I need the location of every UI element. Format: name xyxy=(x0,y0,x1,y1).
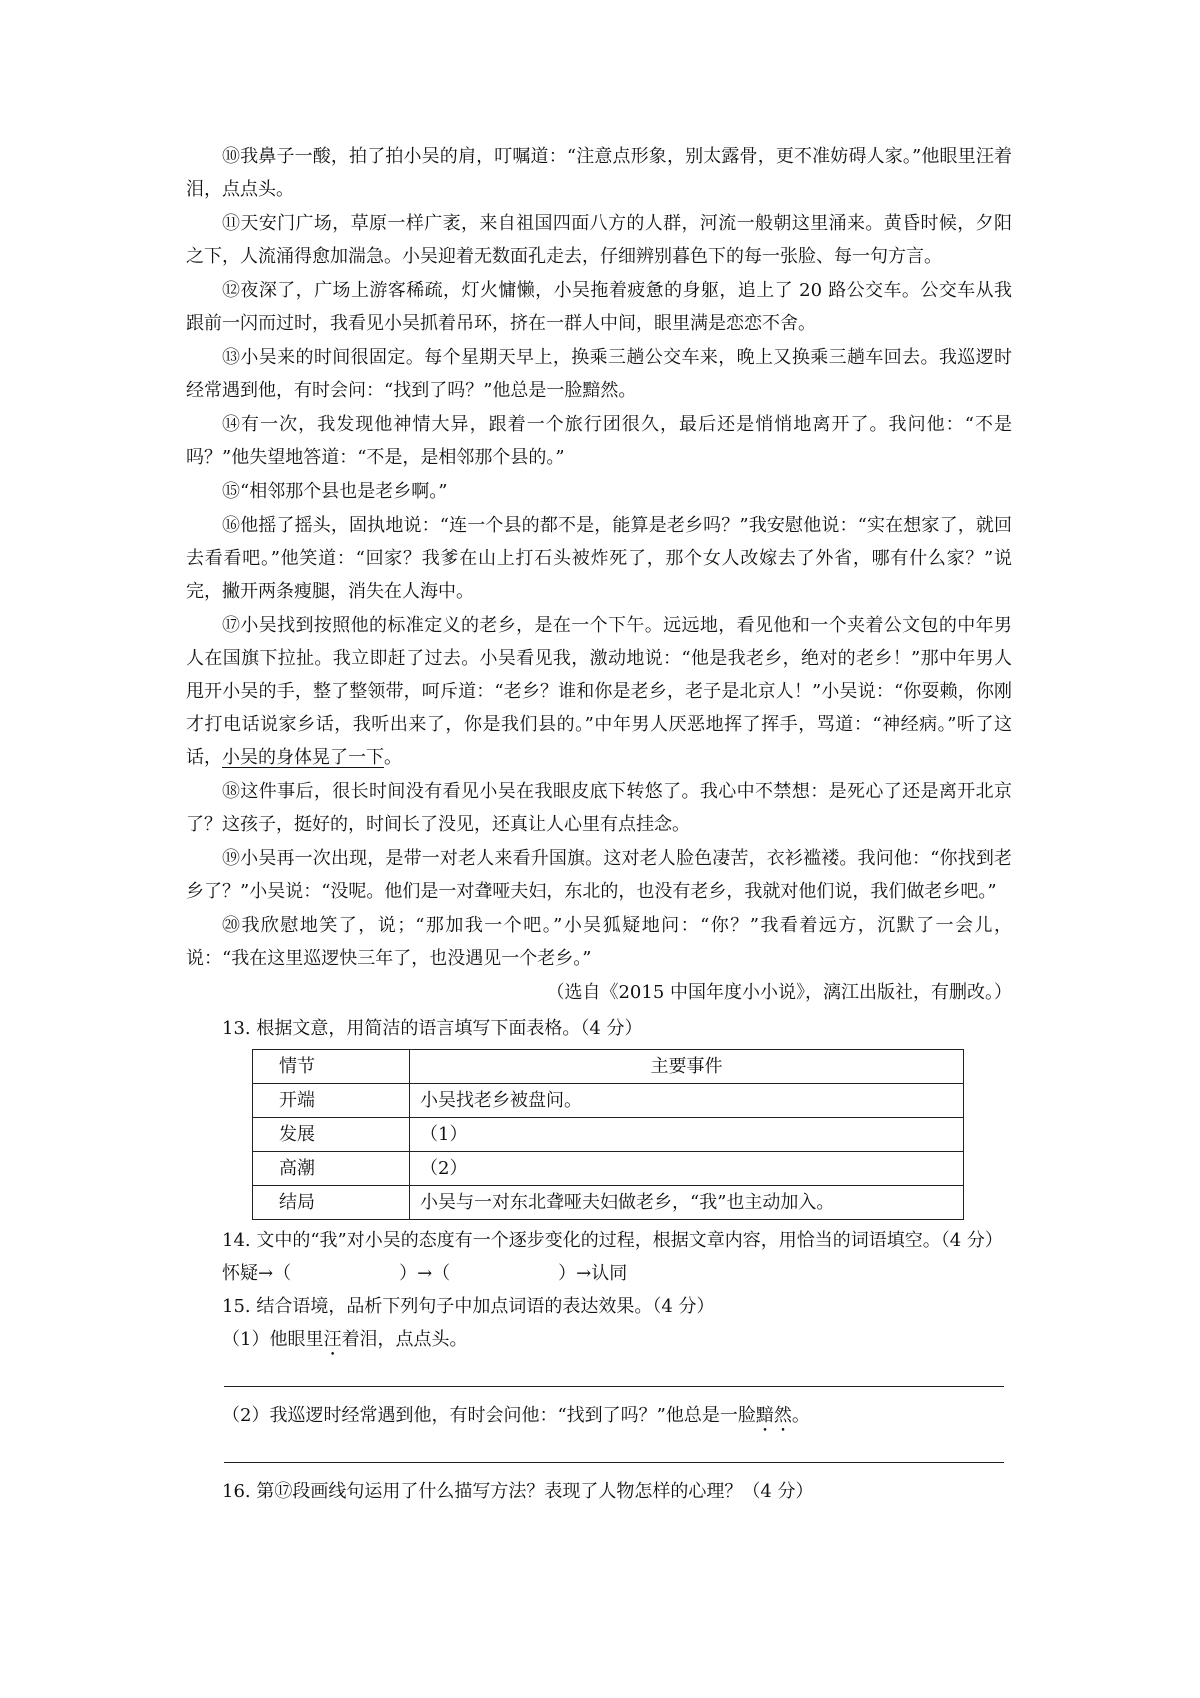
table-row xyxy=(253,1186,964,1220)
question-15-item-2: （2）我巡逻时经常遇到他，有时会问他：“找到了吗？”他总是一脸黯然。 xyxy=(222,1405,810,1426)
table-row xyxy=(253,1084,964,1118)
table-header-cell: 主要事件 xyxy=(410,1050,964,1084)
question-15-prompt: 15. 结合语境，品析下列句子中加点词语的表达效果。（4 分） xyxy=(222,1296,715,1317)
dotted-word: 黯然 xyxy=(755,1405,792,1426)
paragraph-16: ⑯他摇了摇头，固执地说：“连一个县的都不是，能算是老乡吗？”我安慰他说：“实在想家了，就回去看看吧。”他笑道：“回家？我爹在山上打石头被炸死了，那个女人改嫁去了外省，哪有什么家？”说完，撇开两条瘦腿，消失在人海中。 xyxy=(186,515,1013,602)
question-13-prompt: 13. 根据文意，用简洁的语言填写下面表格。（4 分） xyxy=(222,1018,643,1039)
table-cell: 小吴找老乡被盘问。 xyxy=(410,1084,964,1118)
table-cell: 发展 xyxy=(253,1118,410,1152)
answer-line xyxy=(224,1462,1004,1463)
question-14-prompt: 14. 文中的“我”对小吴的态度有一个逐步变化的过程，根据文章内容，用恰当的词语填空。（4 分） xyxy=(222,1230,1003,1251)
table-cell: （1） xyxy=(410,1118,964,1152)
paragraph-18: ⑱这件事后，很长时间没有看见小吴在我眼皮底下转悠了。我心中不禁想：是死心了还是离开北京了？这孩子，挺好的，时间长了没见，还真让人心里有点挂念。 xyxy=(186,781,1013,835)
table-row xyxy=(253,1118,964,1152)
table-header-row xyxy=(253,1050,964,1084)
question-15-item-1: （1）他眼里汪着泪，点点头。 xyxy=(222,1329,468,1350)
paragraph-12: ⑫夜深了，广场上游客稀疏，灯火慵懒，小吴拖着疲惫的身躯，追上了 20 路公交车。公交车从我跟前一闪而过时，我看见小吴抓着吊环，挤在一群人中间，眼里满是恋恋不舍。 xyxy=(186,280,1013,334)
paragraph-14: ⑭有一次，我发现他神情大异，跟着一个旅行团很久，最后还是悄悄地离开了。我问他：“不是吗？”他失望地答道：“不是，是相邻那个县的。” xyxy=(186,414,1012,468)
source-citation: （选自《2015 中国年度小小说》，漓江出版社，有删改。） xyxy=(546,982,1012,1003)
table-cell: （2） xyxy=(410,1152,964,1186)
answer-line xyxy=(224,1386,1004,1387)
plot-table xyxy=(252,1049,964,1220)
dotted-word: 汪 xyxy=(323,1329,342,1350)
paragraph-11: ⑪天安门广场，草原一样广袤，来自祖国四面八方的人群，河流一般朝这里涌来。黄昏时候，夕阳之下，人流涌得愈加湍急。小吴迎着无数面孔走去，仔细辨别暮色下的每一张脸、每一句方言。 xyxy=(186,213,1013,267)
table-cell: 高潮 xyxy=(253,1152,410,1186)
table-row xyxy=(253,1152,964,1186)
table-cell: 结局 xyxy=(253,1186,410,1220)
paragraph-15: ⑮“相邻那个县也是老乡啊。” xyxy=(222,481,448,502)
table-header-cell: 情节 xyxy=(253,1050,410,1084)
underlined-sentence: 小吴的身体晃了一下 xyxy=(222,747,384,768)
paragraph-13: ⑬小吴来的时间很固定。每个星期天早上，换乘三趟公交车来，晚上又换乘三趟车回去。我巡逻时经常遇到他，有时会问：“找到了吗？”他总是一脸黯然。 xyxy=(186,347,1013,401)
table-cell: 小吴与一对东北聋哑夫妇做老乡，“我”也主动加入。 xyxy=(410,1186,964,1220)
paragraph-10: ⑩我鼻子一酸，拍了拍小吴的肩，叮嘱道：“注意点形象，别太露骨，更不准妨碍人家。”他眼里汪着泪，点点头。 xyxy=(186,146,1012,200)
question-14-blanks: 怀疑→（ ）→（ ）→认同 xyxy=(222,1263,628,1284)
table-cell: 开端 xyxy=(253,1084,410,1118)
exam-content xyxy=(186,140,1012,1508)
paragraph-20: ⑳我欣慰地笑了，说；“那加我一个吧。”小吴狐疑地问：“你？”我看着远方，沉默了一会儿，说：“我在这里巡逻快三年了，也没遇见一个老乡。” xyxy=(186,915,1012,969)
question-16-prompt: 16. 第⑰段画线句运用了什么描写方法？表现了人物怎样的心理？（4 分） xyxy=(222,1481,814,1502)
paragraph-19: ⑲小吴再一次出现，是带一对老人来看升国旗。这对老人脸色凄苦，衣衫褴褛。我问他：“你找到老乡了？”小吴说：“没呢。他们是一对聋哑夫妇，东北的，也没有老乡，我就对他们说，我们做老乡吧。” xyxy=(186,848,1013,902)
paragraph-17: ⑰小吴找到按照他的标准定义的老乡，是在一个下午。远远地，看见他和一个夹着公文包的中年男人在国旗下拉扯。我立即赶了过去。小吴看见我，激动地说：“他是我老乡，绝对的老乡！”那中年男人甩开小吴的手，整了整领带，呵斥道：“老乡？谁和你是老乡，老子是北京人！”小吴说：“你耍赖，你刚才打电话说家乡话，我听出来了，你是我们县的。”中年男人厌恶地挥了挥手，骂道：“神经病。”听了这话，小吴的身体晃了一下。 xyxy=(186,615,1013,768)
